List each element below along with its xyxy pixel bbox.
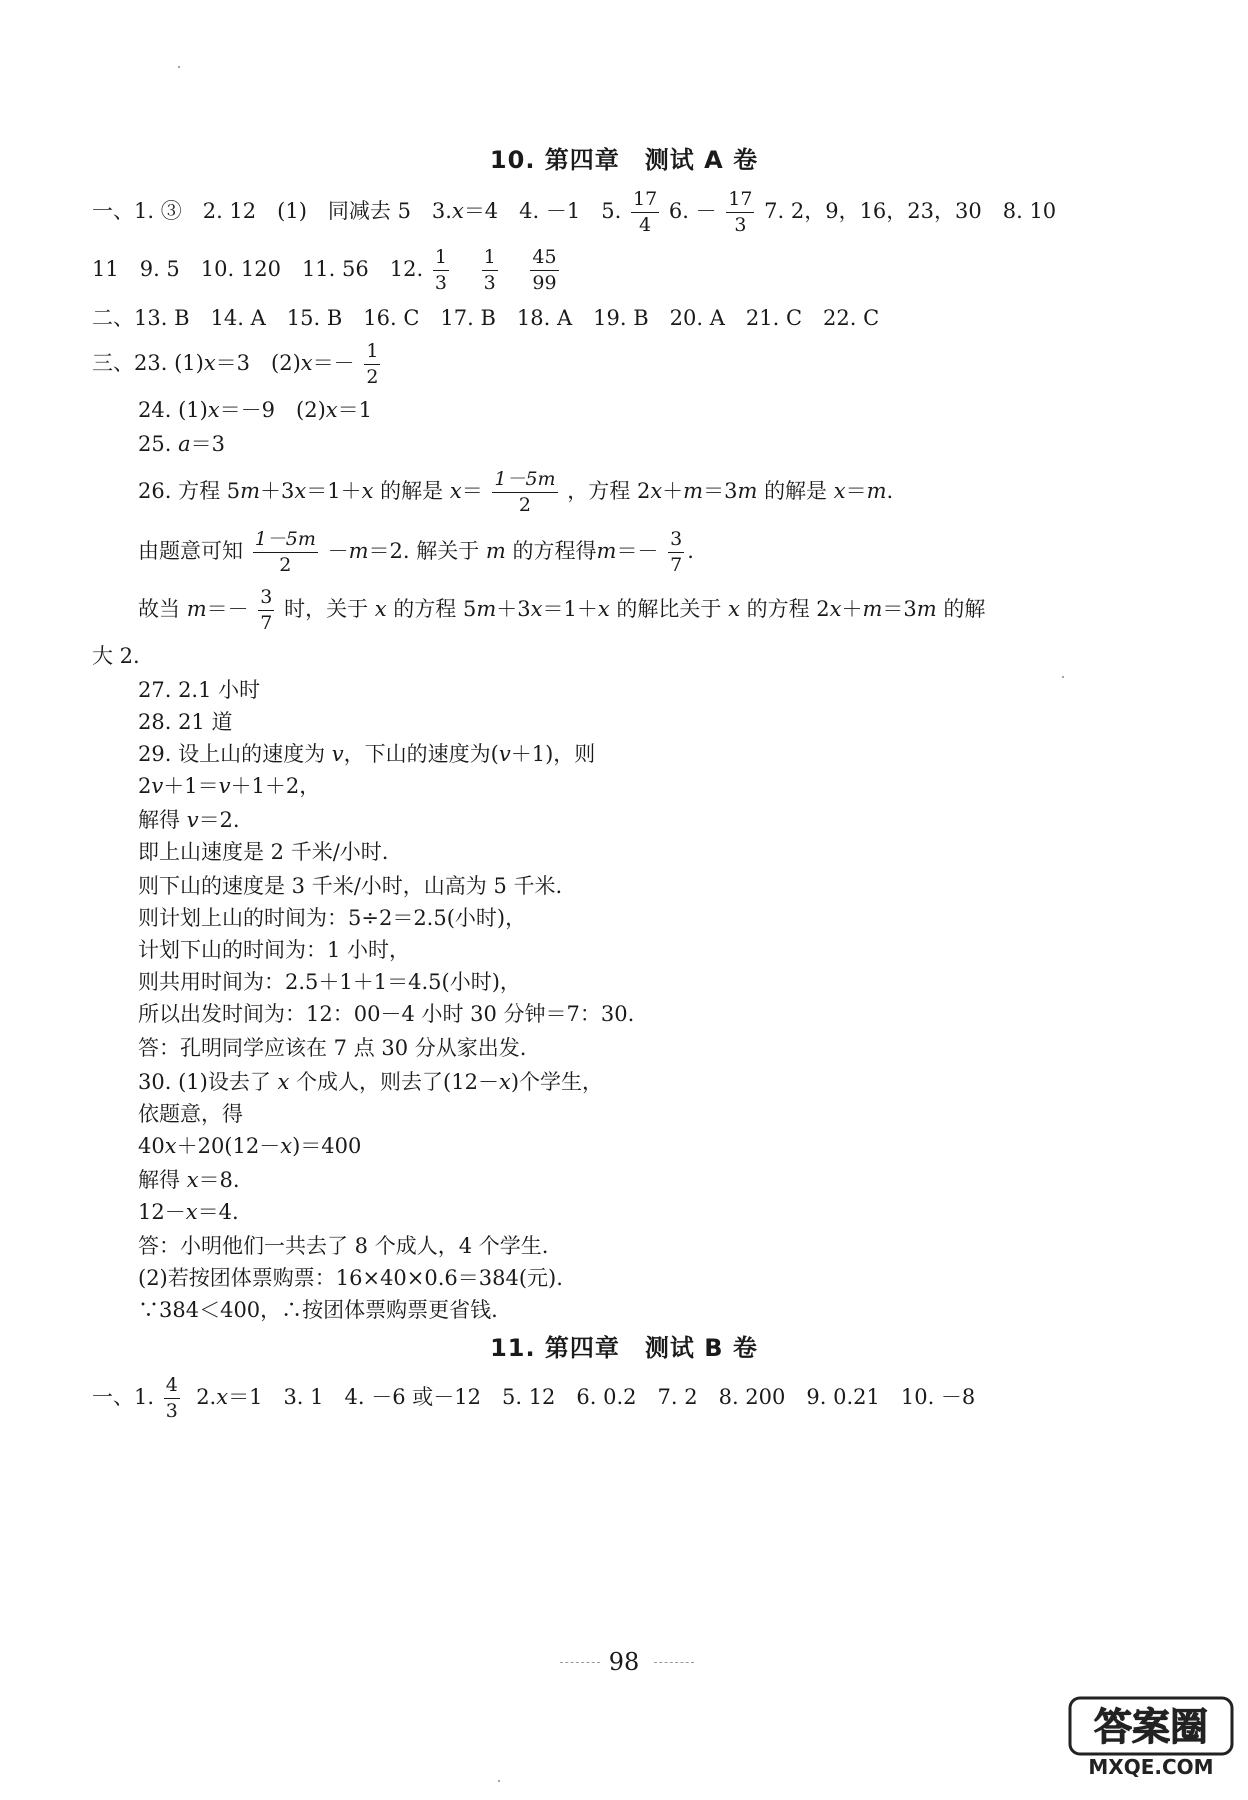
answer-line: 28. 21 道	[138, 710, 233, 734]
answer-line: ∵384＜400，∴按团体票购票更省钱.	[138, 1298, 498, 1322]
answer-line: 一、1. $\frac{4}{3}$ 2.x＝1 3. 1 4. －6 或－12 5. 12 6. 0.2 7. 2 8. 200 9. 0.21 10. －8	[92, 1374, 976, 1422]
answer-line: 一、1. ③ 2. 12 (1) 同减去 5 3.x＝4 4. －1 5. $\frac{17}{4}$ 6. － $\frac{17}{3}$ 7. 2，9，16，23，30 8. 10	[92, 188, 1057, 236]
answer-line: 由题意可知 $\frac{1-5m}{2}$ －m＝2. 解关于 m 的方程得m＝－ $\frac{3}{7}$ .	[138, 528, 694, 576]
answer-line: 解得 v＝2.	[138, 808, 240, 832]
answer-line: 所以出发时间为：12：00－4 小时 30 分钟＝7：30.	[138, 1002, 635, 1026]
answer-line: 答：小明他们一共去了 8 个成人，4 个学生.	[138, 1234, 549, 1258]
answer-line: 24. (1)x＝－9 (2)x＝1	[138, 398, 372, 422]
fraction: $\frac{45}{99}$	[532, 246, 557, 294]
answer-line: 依题意，得	[138, 1102, 243, 1126]
answer-line: 答：孔明同学应该在 7 点 30 分从家出发.	[138, 1036, 527, 1060]
scan-speck	[498, 1780, 500, 1782]
answer-line: 即上山速度是 2 千米/小时.	[138, 840, 389, 864]
answer-line: 26. 方程 5m＋3x＝1＋x 的解是 x＝ $\frac{1-5m}{2}$ ，方程 2x＋m＝3m 的解是 x＝m.	[138, 468, 894, 516]
answer-line: 则计划上山的时间为：5÷2＝2.5(小时)，	[138, 906, 527, 930]
fraction: $\frac{3}{7}$	[670, 528, 683, 576]
section-b-title: 11. 第四章 测试 B 卷	[490, 1334, 758, 1362]
answer-line: 30. (1)设去了 x 个成人，则去了(12－x)个学生，	[138, 1070, 604, 1094]
scan-speck	[1062, 676, 1064, 678]
fraction: $\frac{1-5m}{2}$	[494, 468, 556, 516]
answer-line: 29. 设上山的速度为 v，下山的速度为(v＋1)，则	[138, 742, 596, 766]
page-number-dash	[654, 1662, 694, 1663]
answer-line: 27. 2.1 小时	[138, 678, 261, 702]
watermark-bottom-text: MXQE.COM	[1088, 1755, 1214, 1778]
answer-line: 2v＋1＝v＋1＋2，	[138, 774, 321, 798]
answer-line: 三、23. (1)x＝3 (2)x＝－ $\frac{1}{2}$	[92, 340, 379, 388]
fraction: $\frac{1}{2}$	[366, 340, 379, 388]
answer-line: 解得 x＝8.	[138, 1168, 240, 1192]
fraction: $\frac{1-5m}{2}$	[254, 528, 316, 576]
fraction: $\frac{4}{3}$	[165, 1374, 178, 1422]
answer-line: 故当 m＝－ $\frac{3}{7}$ 时，关于 x 的方程 5m＋3x＝1＋x 的解比关于 x 的方程 2x＋m＝3m 的解	[138, 586, 986, 634]
watermark-top-text: 答案圈	[1093, 1705, 1209, 1749]
section-a-title: 10. 第四章 测试 A 卷	[489, 146, 759, 174]
answer-line: 则共用时间为：2.5＋1＋1＝4.5(小时)，	[138, 970, 521, 994]
answer-line: 则下山的速度是 3 千米/小时，山高为 5 千米.	[138, 874, 563, 898]
answer-line: 计划下山的时间为：1 小时，	[138, 938, 411, 962]
fraction: $\frac{1}{3}$	[483, 246, 496, 294]
fraction: $\frac{1}{3}$	[434, 246, 447, 294]
fraction: $\frac{17}{4}$	[632, 188, 658, 236]
answer-line: 25. a＝3	[138, 432, 225, 456]
answer-line: 大 2.	[92, 644, 140, 668]
fraction: $\frac{17}{3}$	[728, 188, 753, 236]
page-number: 98	[608, 1648, 640, 1676]
answer-line: (2)若按团体票购票：16×40×0.6＝384(元).	[138, 1266, 563, 1290]
answer-line: 40x＋20(12－x)＝400	[138, 1134, 362, 1158]
answer-line: 12－x＝4.	[138, 1200, 239, 1224]
answer-line: 二、13. B 14. A 15. B 16. C 17. B 18. A 19. B 20. A 21. C 22. C	[92, 306, 880, 330]
scan-speck	[178, 66, 180, 68]
fraction: $\frac{3}{7}$	[260, 586, 273, 634]
watermark-logo	[1066, 1692, 1236, 1778]
answer-line: 11 9. 5 10. 120 11. 56 12. $\frac{1}{3}$ $\frac{1}{3}$ $\frac{45}{99}$	[92, 246, 557, 294]
